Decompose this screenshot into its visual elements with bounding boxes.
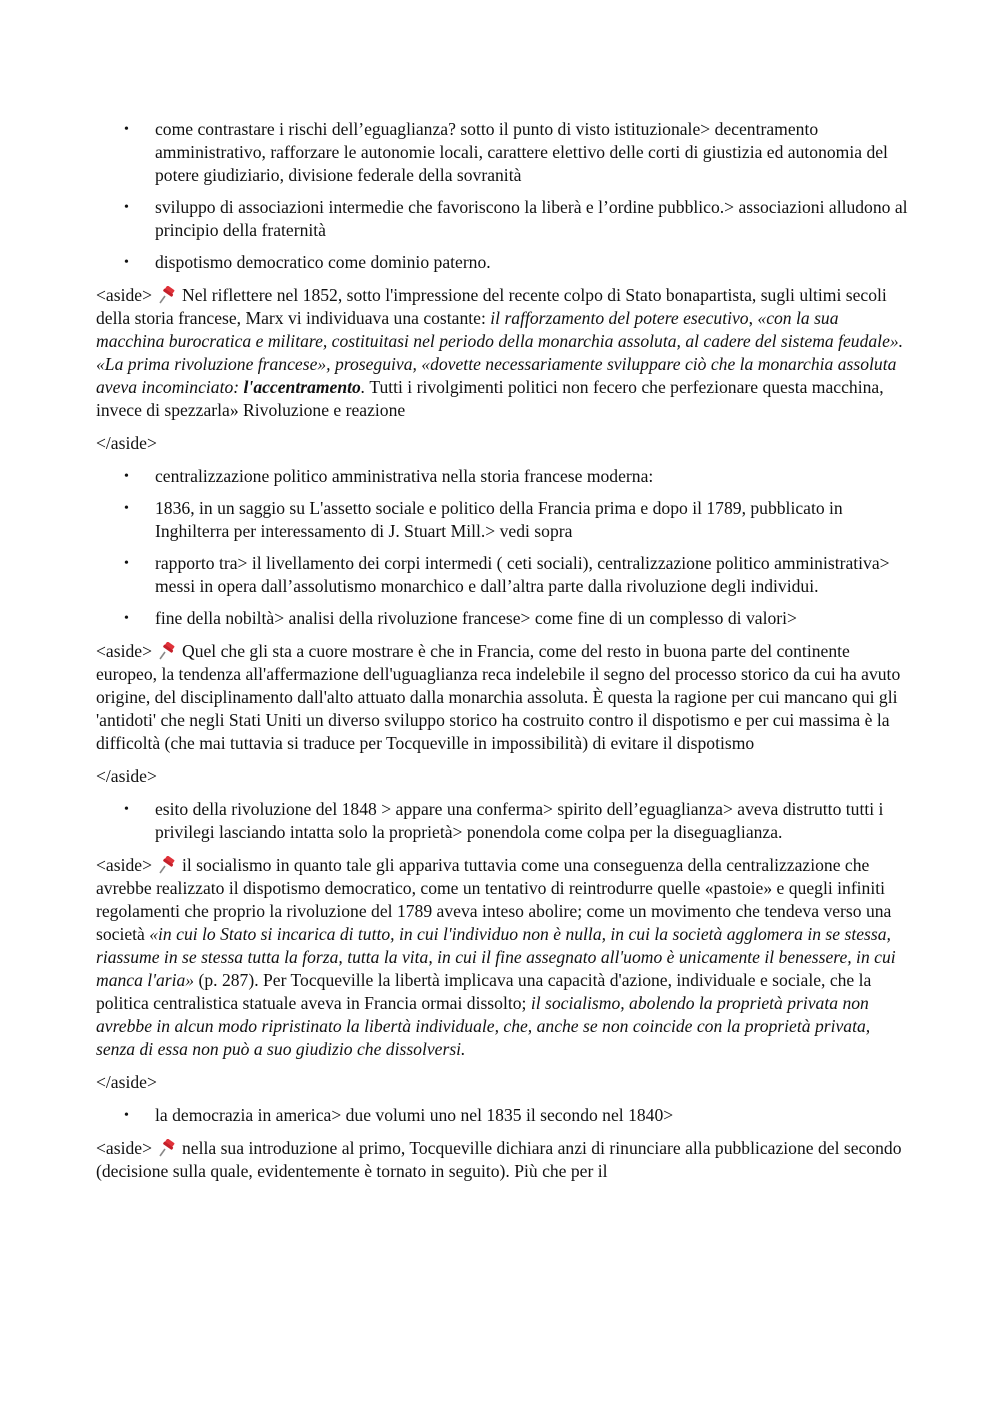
pushpin-icon (158, 642, 178, 658)
list-item: • la democrazia in america> due volumi uno nel 1835 il secondo nel 1840> (155, 1104, 908, 1127)
aside-open-tag: <aside> (96, 285, 152, 305)
list-item: • dispotismo democratico come dominio paterno. (155, 251, 908, 274)
bullet-list-3 (96, 798, 908, 844)
list-item: • come contrastare i rischi dell’eguaglianza? sotto il punto di visto istituzionale> decentramento amministrativo, rafforzare le autonomie locali, carattere elettivo delle corti di giustizia ed autonomia del potere giudiziario, divisione federale della sovranità (155, 118, 908, 187)
aside-close-tag: </aside> (96, 1072, 157, 1092)
document-page (96, 118, 908, 1193)
aside-open-tag: <aside> (96, 641, 152, 661)
aside-block-2: <aside> Quel che gli sta a cuore mostrare è che in Francia, come del resto in buona parte del continente europeo, la tendenza all'affermazione dell'uguaglianza reca indelebile il segno del processo storico da cui ha avuto origine, del disciplinamento dall'alto attuato dalla monarchia assoluta. È questa la ragione per cui mancano qui gli 'antidoti' che negli Stati Uniti un diverso sviluppo storico ha costruito contro il dispotismo e per cui massima è la difficoltà (che mai tuttavia si traduce per Tocqueville in impossibilità) di evitare il dispotismo (96, 641, 901, 753)
aside-close-tag: </aside> (96, 766, 157, 786)
aside-open-tag: <aside> (96, 855, 152, 875)
list-item: • centralizzazione politico amministrativa nella storia francese moderna: (155, 465, 908, 488)
aside-open-tag: <aside> (96, 1138, 152, 1158)
aside-block-4: <aside> nella sua introduzione al primo, Tocqueville dichiara anzi di rinunciare alla pubblicazione del secondo (decisione sulla quale, evidentemente è tornato in seguito). Più che per il (96, 1138, 902, 1181)
aside-block-3: <aside> il socialismo in quanto tale gli appariva tuttavia come una conseguenza della centralizzazione che avrebbe realizzato il dispotismo democratico, come un tentativo di reintrodurre quelle «pastoie» e quegli infiniti regolamenti che proprio la rivoluzione del 1789 aveva inteso abolire; come un movimento che tendeva verso una società «in cui lo Stato si incarica di tutto, in cui l'individuo non è nulla, in cui la società agglomera in se stessa, riassume in se stessa tutta la forza, tutta la vita, in cui il fine assegnato all'uomo è unicamente il benessere, in cui manca l'aria» (p. 287). Per Tocqueville la libertà implicava una capacità d'azione, individuale e sociale, che la politica centralistica statuale aveva in Francia ormai dissolto; il socialismo, abolendo la proprietà privata non avrebbe in alcun modo ripristinato la libertà individuale, che, anche se non coincide con la proprietà privata, senza di essa non può a suo giudizio che dissolversi. (96, 855, 896, 1059)
list-item: • rapporto tra> il livellamento dei corpi intermedi ( ceti sociali), centralizzazione politico amministrativa> messi in opera dall’assolutismo monarchico e dall’altra parte dalla rivoluzione degli individui. (155, 552, 908, 598)
aside-close-tag: </aside> (96, 433, 157, 453)
bullet-list-1 (96, 118, 908, 274)
pushpin-icon (158, 1139, 178, 1155)
aside-block-1: <aside> Nel riflettere nel 1852, sotto l'impressione del recente colpo di Stato bonapartista, sugli ultimi secoli della storia francese, Marx vi individuava una costante: il rafforzamento del potere esecutivo, «con la sua macchina burocratica e militare, costituitasi nel periodo della monarchia assoluta, al cadere del sistema feudale». «La prima rivoluzione francese», proseguiva, «dovette necessariamente sviluppare ciò che la monarchia assoluta aveva incominciato: l'accentramento. Tutti i rivolgimenti politici non fecero che perfezionare questa macchina, invece di spezzarla» Rivoluzione e reazione (96, 285, 904, 420)
bullet-list-4 (96, 1104, 908, 1127)
pushpin-icon (158, 856, 178, 872)
list-item: • 1836, in un saggio su L'assetto sociale e politico della Francia prima e dopo il 1789, pubblicato in Inghilterra per interessamento di J. Stuart Mill.> vedi sopra (155, 497, 908, 543)
pushpin-icon (158, 286, 178, 302)
list-item: • esito della rivoluzione del 1848 > appare una conferma> spirito dell’eguaglianza> aveva distrutto tutti i privilegi lasciando intatta solo la proprietà> ponendola come colpa per la diseguaglianza. (155, 798, 908, 844)
list-item: • sviluppo di associazioni intermedie che favoriscono la liberà e l’ordine pubblico.> associazioni alludono al principio della fraternità (155, 196, 908, 242)
list-item: • fine della nobiltà> analisi della rivoluzione francese> come fine di un complesso di valori> (155, 607, 908, 630)
bullet-list-2 (96, 465, 908, 630)
